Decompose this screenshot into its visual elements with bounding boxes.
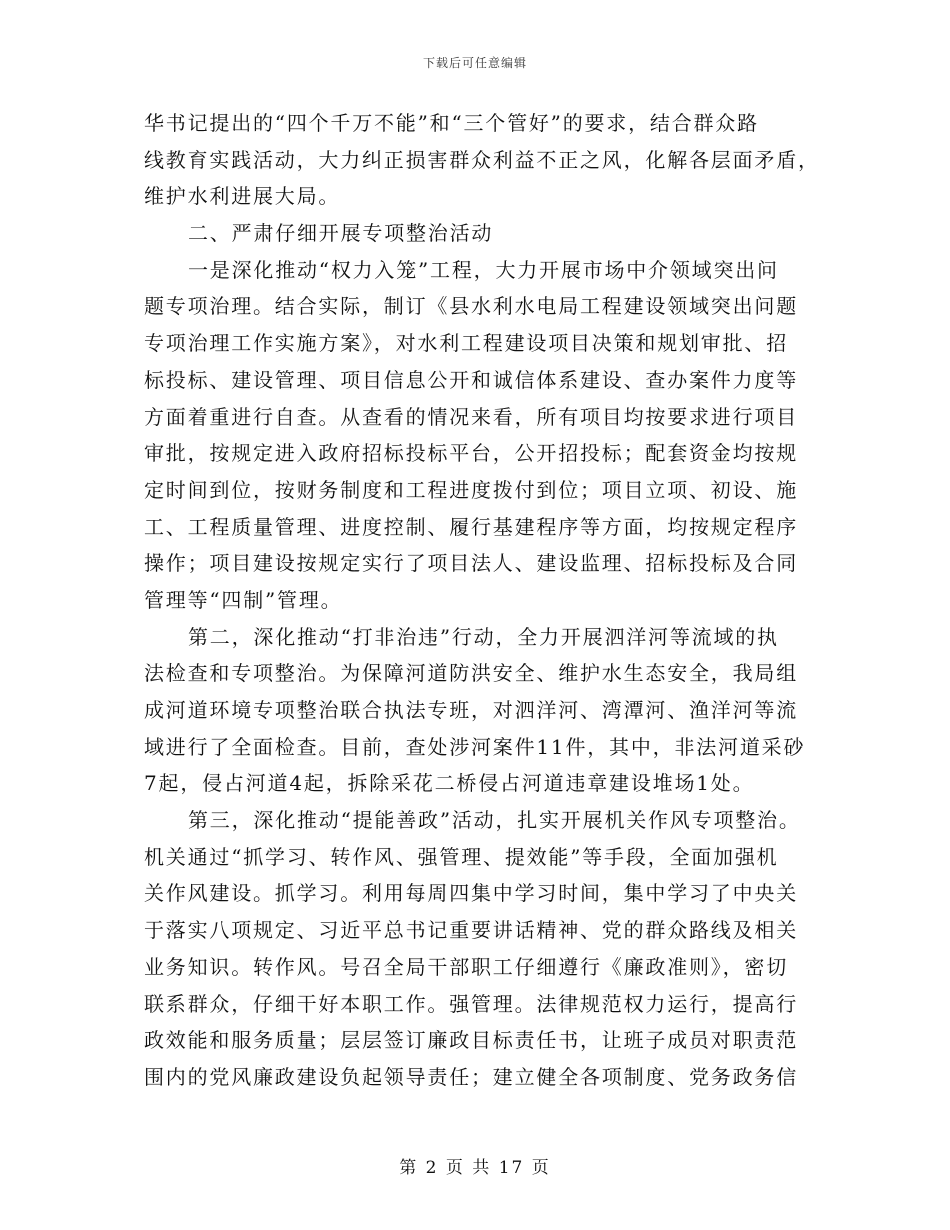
body-line: 审批，按规定进入政府招标投标平台，公开招投标；配套资金均按规 <box>144 441 798 466</box>
body-line: 专项治理工作实施方案》，对水利工程建设项目决策和规划审批、招 <box>144 331 788 356</box>
body-line: 定时间到位，按财务制度和工程进度拨付到位；项目立项、初设、施 <box>144 477 798 502</box>
body-line: 第二，深化推动“打非治违”行动，全力开展泗洋河等流域的执 <box>188 624 779 649</box>
body-line: 成河道环境专项整治联合执法专班，对泗洋河、湾潭河、渔洋河等流 <box>144 698 798 722</box>
body-line: 一是深化推动“权力入笼”工程，大力开展市场中介领域突出问 <box>188 257 779 282</box>
body-line: 操作；项目建设按规定实行了项目法人、建设监理、招标投标及合同 <box>144 551 798 576</box>
body-line: 法检查和专项整治。为保障河道防洪安全、维护水生态安全，我局组 <box>144 661 798 686</box>
body-line: 题专项治理。结合实际，制订《县水利水电局工程建设领域突出问题 <box>144 294 798 319</box>
document-body <box>144 105 820 1096</box>
page-header: 下载后可任意编辑 <box>422 56 527 70</box>
body-line: 工、工程质量管理、进度控制、履行基建程序等方面，均按规定程序 <box>144 514 798 539</box>
body-line: 机关通过“抓学习、转作风、强管理、提效能”等手段，全面加强机 <box>144 844 779 869</box>
body-line: 域进行了全面检查。目前，查处涉河案件11件，其中，非法河道采砂 <box>144 734 806 759</box>
body-line: 业务知识。转作风。号召全局干部职工仔细遵行《廉政准则》，密切 <box>144 954 788 979</box>
body-line: 维护水利进展大局。 <box>144 184 341 209</box>
body-line: 线教育实践活动，大力纠正损害群众利益不正之风，化解各层面矛盾， <box>144 147 820 172</box>
body-line: 管理等“四制”管理。 <box>144 587 343 612</box>
page-number-footer: 第 2 页 共 17 页 <box>399 1158 551 1178</box>
body-line: 方面着重进行自查。从查看的情况来看，所有项目均按要求进行项目 <box>144 404 798 429</box>
body-line: 关作风建设。抓学习。利用每周四集中学习时间，集中学习了中央关 <box>144 881 798 906</box>
body-line: 7起，侵占河道4起，拆除采花二桥侵占河道违章建设堆场1处。 <box>144 771 755 796</box>
body-line: 华书记提出的“四个千万不能”和“三个管好”的要求，结合群众路 <box>144 111 759 135</box>
body-line: 于落实八项规定、习近平总书记重要讲话精神、党的群众路线及相关 <box>144 918 798 943</box>
body-line: 围内的党风廉政建设负起领导责任；建立健全各项制度、党务政务信 <box>144 1064 798 1089</box>
body-line: 标投标、建设管理、项目信息公开和诚信体系建设、查办案件力度等 <box>144 367 798 392</box>
body-line: 联系群众，仔细干好本职工作。强管理。法律规范权力运行，提高行 <box>144 991 798 1016</box>
section-heading: 二、严肃仔细开展专项整治活动 <box>188 221 494 246</box>
body-line: 第三，深化推动“提能善政”活动，扎实开展机关作风专项整治。 <box>188 808 801 833</box>
body-line: 政效能和服务质量；层层签订廉政目标责任书，让班子成员对职责范 <box>144 1028 798 1053</box>
